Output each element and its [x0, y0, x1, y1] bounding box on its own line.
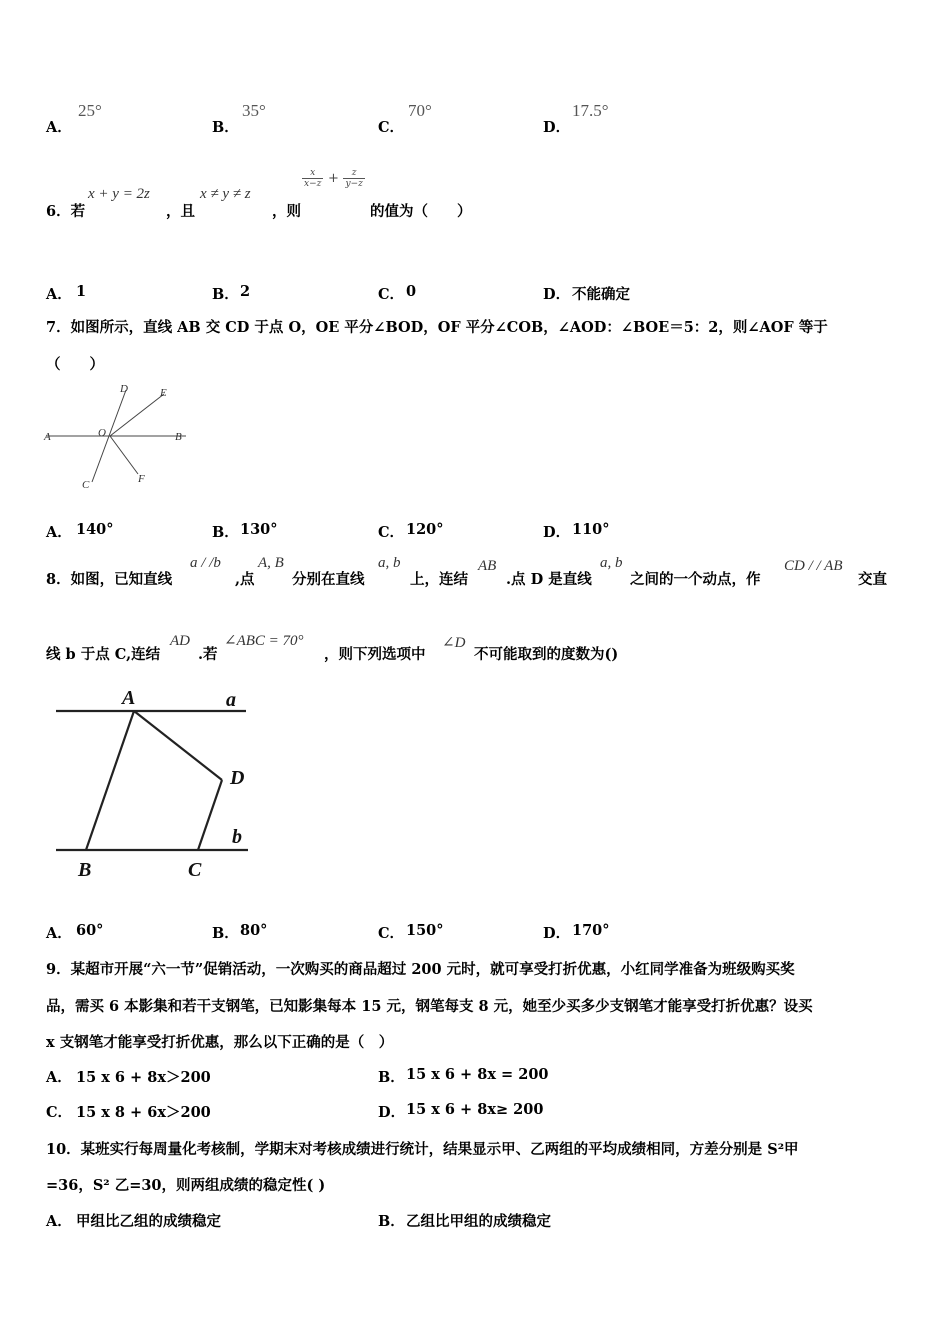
q6-tail: 的值为（ ） [370, 203, 472, 220]
q8-option-c-value: 150° [406, 922, 444, 939]
q7-label-f: F [138, 473, 145, 485]
q5-option-d-label: D． [543, 119, 571, 136]
q7-option-b-value: 130° [240, 521, 278, 538]
q8-text-4: 上，连结 [410, 571, 468, 588]
q8-label-B: B [78, 859, 92, 881]
q8-option-d-value: 170° [572, 922, 610, 939]
q9-stem-line-2: 品，需买 6 本影集和若干支钢笔，已知影集每本 15 元，钢笔每支 8 元，她至少买多少支钢笔才能享受打折优惠？设买 [46, 998, 813, 1015]
q6-and: ，且 [166, 203, 195, 220]
q8-math-7: AD [170, 633, 190, 649]
q6-equation-1: x + y = 2z [88, 186, 150, 202]
q7-stem-line-2: （ ） [46, 356, 104, 373]
q8-math-5: a, b [600, 555, 623, 571]
q7-label-b: B [175, 431, 182, 443]
q8-text-6: 之间的一个动点，作 [630, 571, 761, 588]
q9-option-d-value: 15 x 6 + 8x≥ 200 [406, 1101, 544, 1118]
q8-text-5: .点 D 是直线 [506, 571, 592, 588]
q8-label-D: D [230, 767, 245, 789]
q6-fraction-1-numerator: x [302, 168, 323, 179]
q10-option-b-label: B． [378, 1213, 405, 1230]
q8-label-a: a [226, 689, 236, 711]
q8-label-A: A [122, 687, 136, 709]
q7-label-a: A [44, 431, 51, 443]
q8-math-2: A, B [258, 555, 284, 571]
q5-option-b-value: 35° [242, 101, 266, 120]
q7-figure [40, 378, 190, 494]
q8-label-b: b [232, 826, 242, 848]
q7-ray-of [110, 436, 138, 474]
q10-option-a-label: A． [46, 1213, 72, 1230]
q7-stem-line-1: 7．如图所示，直线 AB 交 CD 于点 O，OE 平分∠BOD，OF 平分∠COB，∠AOD：∠BOE＝5：2，则∠AOF 等于 [46, 319, 828, 336]
q9-option-b-label: B． [378, 1069, 405, 1086]
q6-option-c-label: C． [378, 286, 405, 303]
q6-equation-2: x ≠ y ≠ z [200, 186, 251, 202]
q10-option-b-value: 乙组比甲组的成绩稳定 [406, 1213, 551, 1230]
q7-option-a-label: A． [46, 524, 72, 541]
q6-fraction-1-denominator: x−z [304, 179, 322, 189]
q6-option-d-value: 不能确定 [572, 286, 630, 303]
q6-option-c-value: 0 [406, 283, 417, 300]
q8-text-10: ，则下列选项中 [324, 646, 426, 663]
q8-math-3: a, b [378, 555, 401, 571]
q8-figure [50, 684, 255, 884]
q8-option-b-label: B． [212, 925, 239, 942]
q7-ray-oe [110, 394, 164, 436]
q7-option-a-value: 140° [76, 521, 114, 538]
q8-segment-ab [86, 711, 134, 850]
q8-math-9: ∠D [442, 635, 466, 651]
q10-option-a-value: 甲组比乙组的成绩稳定 [76, 1213, 221, 1230]
q8-text-7: 交直 [858, 571, 887, 588]
q8-math-4: AB [478, 558, 497, 574]
q8-segment-ad [134, 711, 222, 780]
q9-stem-line-3: x 支钢笔才能享受打折优惠，那么以下正确的是（ ） [46, 1034, 394, 1051]
q8-option-c-label: C． [378, 925, 405, 942]
q8-math-6: CD / / AB [784, 558, 843, 574]
q5-option-c-value: 70° [408, 101, 432, 120]
q10-stem-line-1: 10．某班实行每周量化考核制，学期末对考核成绩进行统计，结果显示甲、乙两组的平均成绩相同，方差分别是 S²甲 [46, 1141, 799, 1158]
q8-segment-dc [198, 780, 222, 850]
q7-option-d-label: D． [543, 524, 571, 541]
q5-option-d-value: 17.5° [572, 101, 609, 120]
q7-option-c-value: 120° [406, 521, 444, 538]
q6-fraction-expression [302, 168, 365, 189]
q7-option-d-value: 110° [572, 521, 610, 538]
q5-option-a-value: 25° [78, 101, 102, 120]
q9-option-b-value: 15 x 6 + 8x = 200 [406, 1066, 549, 1083]
q6-fraction-2 [343, 168, 364, 189]
q10-stem-line-2: =36，S² 乙=30，则两组成绩的稳定性( ) [46, 1177, 326, 1194]
q8-text-11: 不可能取到的度数为() [474, 646, 619, 663]
q7-label-e: E [160, 387, 167, 399]
q6-fraction-2-denominator: y−z [345, 179, 363, 189]
q7-option-c-label: C． [378, 524, 405, 541]
q9-stem-line-1: 9．某超市开展“六一节”促销活动，一次购买的商品超过 200 元时，就可享受打折优惠，小红同学准备为班级购买奖 [46, 961, 795, 978]
q8-text-1: 8．如图，已知直线 [46, 571, 173, 588]
q8-text-8: 线 b 于点 C,连结 [46, 646, 161, 663]
q5-option-c-label: C． [378, 119, 405, 136]
q8-text-2: ,点 [235, 571, 255, 588]
q6-option-d-label: D． [543, 286, 571, 303]
q7-option-b-label: B． [212, 524, 239, 541]
q9-option-a-label: A． [46, 1069, 72, 1086]
q7-label-d: D [120, 383, 128, 395]
q7-label-c: C [82, 479, 90, 491]
q9-option-c-label: C． [46, 1104, 73, 1121]
q8-option-a-label: A． [46, 925, 72, 942]
q9-option-c-value: 15 x 8 + 6x＞200 [76, 1104, 211, 1121]
q6-option-a-label: A． [46, 286, 72, 303]
q5-option-a-label: A． [46, 119, 72, 136]
q6-fraction-2-numerator: z [343, 168, 364, 179]
q8-text-9: .若 [198, 646, 218, 663]
q6-option-b-value: 2 [240, 283, 251, 300]
q8-math-8: ∠ABC = 70° [224, 633, 304, 649]
q8-option-d-label: D． [543, 925, 571, 942]
q7-label-o: O [98, 427, 106, 439]
q6-option-b-label: B． [212, 286, 239, 303]
q9-option-a-value: 15 x 6 + 8x＞200 [76, 1069, 211, 1086]
q5-option-b-label: B． [212, 119, 239, 136]
q8-option-b-value: 80° [240, 922, 268, 939]
q8-text-3: 分别在直线 [292, 571, 365, 588]
q8-math-1: a / /b [190, 555, 221, 571]
q8-option-a-value: 60° [76, 922, 104, 939]
q6-prefix: 6．若 [46, 203, 86, 220]
q8-label-C: C [188, 859, 202, 881]
q6-plus: + [327, 171, 339, 186]
q6-then: ，则 [272, 203, 301, 220]
q6-option-a-value: 1 [76, 283, 87, 300]
q6-fraction-1 [302, 168, 323, 189]
q9-option-d-label: D． [378, 1104, 406, 1121]
